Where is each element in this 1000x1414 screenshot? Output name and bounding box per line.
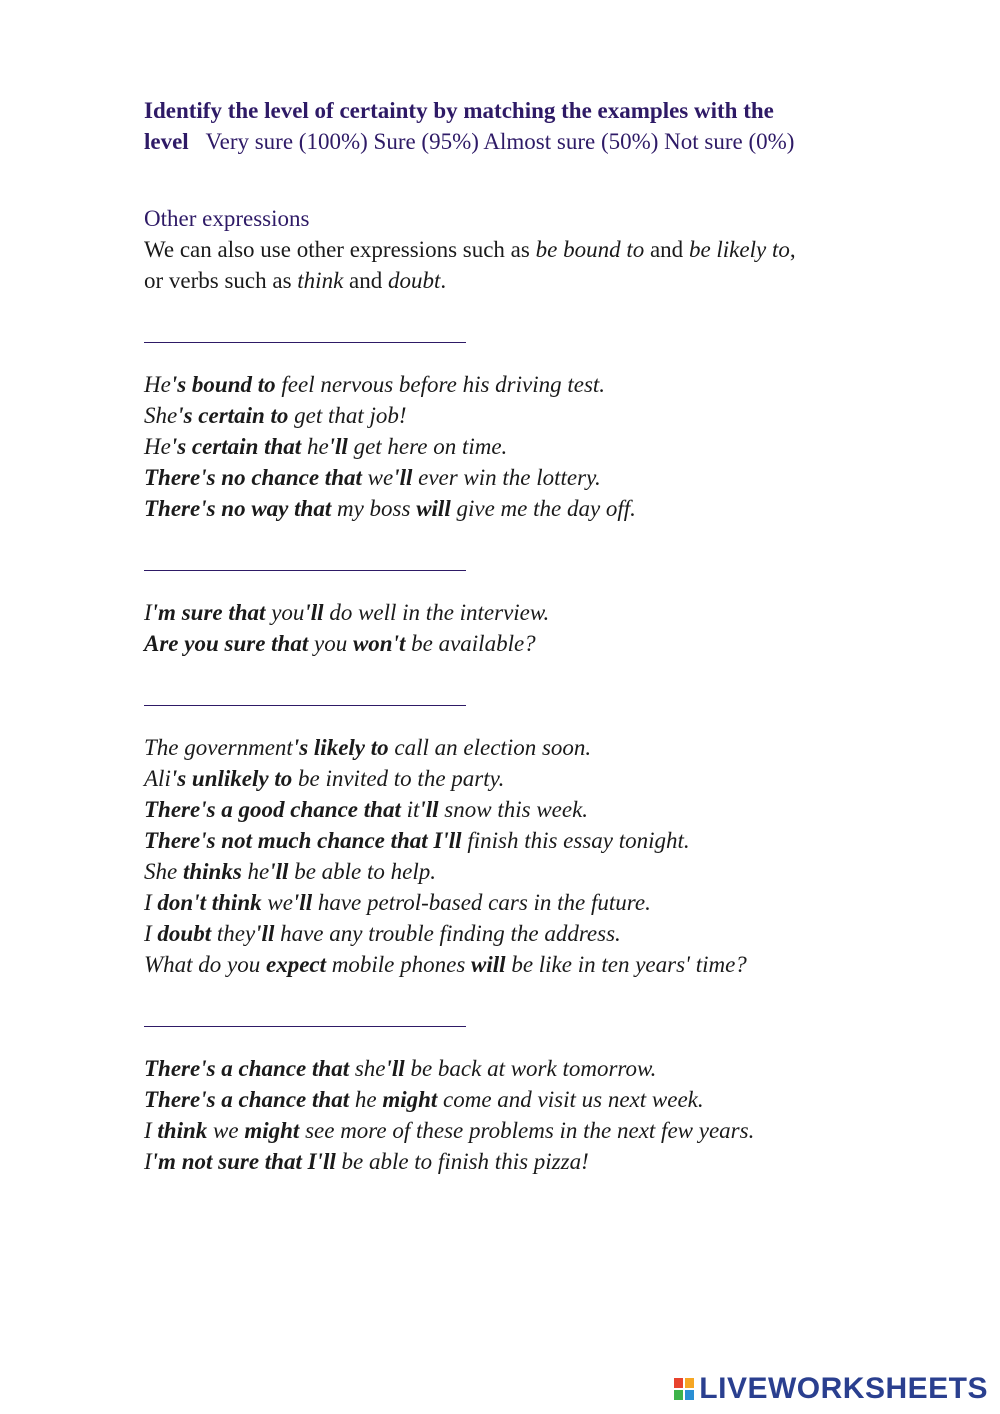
example-group-4: [144, 1053, 944, 1177]
key-expression: will: [471, 952, 506, 977]
key-expression: Are you sure that: [144, 631, 309, 656]
liveworksheets-logo-icon: [673, 1376, 695, 1402]
sentence-text: we: [207, 1118, 245, 1143]
sentence-text: she: [349, 1056, 386, 1081]
key-expression: 'll: [292, 890, 313, 915]
key-expression: 's unlikely to: [170, 766, 293, 791]
worksheet-page: [144, 95, 944, 1177]
sentence-text: he: [241, 859, 270, 884]
comma: ,: [789, 237, 796, 262]
key-expression: might: [382, 1087, 438, 1112]
sentence-text: come and visit us next week.: [437, 1087, 704, 1112]
sentence-text: be back at work tomorrow.: [404, 1056, 657, 1081]
key-expression: 's certain to: [177, 403, 289, 428]
key-expression: might: [244, 1118, 300, 1143]
example-sentence: [144, 763, 944, 794]
sentence-text: He: [144, 372, 171, 397]
example-group-2: [144, 597, 944, 659]
sentence-text: I: [144, 890, 158, 915]
sentence-text: be invited to the party.: [292, 766, 505, 791]
sentence-text: He: [144, 434, 171, 459]
sentence-text: do well in the interview.: [323, 600, 550, 625]
key-expression: 's bound to: [170, 372, 276, 397]
key-expression: think: [157, 1118, 208, 1143]
key-expression: There's a chance that: [144, 1056, 350, 1081]
period: .: [440, 268, 447, 293]
sentence-text: I: [144, 921, 158, 946]
answer-blank-4[interactable]: [144, 1004, 466, 1027]
term-think: think: [297, 268, 344, 293]
sentence-text: you: [265, 600, 305, 625]
key-expression: 's likely to: [292, 735, 389, 760]
key-expression: 'm not sure that I'll: [151, 1149, 336, 1174]
example-sentence: [144, 431, 944, 462]
sentence-text: snow this week.: [438, 797, 589, 822]
example-sentence: [144, 597, 944, 628]
intro-text-2: or verbs such as: [144, 268, 298, 293]
example-sentence: [144, 400, 944, 431]
example-sentence: [144, 493, 944, 524]
answer-blank-2[interactable]: [144, 548, 466, 571]
key-expression: There's no way that: [144, 496, 332, 521]
example-sentence: [144, 1146, 944, 1177]
key-expression: 'll: [269, 859, 289, 884]
sentence-text: you: [308, 631, 353, 656]
connector-text: and: [644, 237, 689, 262]
example-sentence: [144, 732, 944, 763]
key-expression: I'll: [433, 828, 462, 853]
answer-blank-1[interactable]: [144, 320, 466, 343]
key-expression: expect: [266, 952, 327, 977]
sentence-text: ever win the lottery.: [412, 465, 601, 490]
sentence-text: finish this essay tonight.: [461, 828, 690, 853]
key-expression: 'll: [385, 1056, 405, 1081]
other-expressions-heading: Other expressions: [144, 206, 310, 231]
key-expression: 'll: [255, 921, 275, 946]
key-expression: 'll: [304, 600, 324, 625]
example-sentence: [144, 369, 944, 400]
instructions: [144, 95, 944, 157]
key-expression: There's a chance that: [144, 1087, 350, 1112]
example-sentence: [144, 1053, 944, 1084]
example-sentence: [144, 1084, 944, 1115]
key-expression: 'll: [328, 434, 348, 459]
sentence-text: see more of these problems in the next few years.: [299, 1118, 755, 1143]
sentence-text: be available?: [405, 631, 536, 656]
sentence-text: we: [361, 465, 394, 490]
sentence-text: I: [144, 1149, 152, 1174]
key-expression: 'll: [419, 797, 439, 822]
sentence-text: get here on time.: [347, 434, 508, 459]
example-sentence: [144, 1115, 944, 1146]
key-expression: 's certain that: [170, 434, 302, 459]
sentence-text: have any trouble finding the address.: [274, 921, 621, 946]
example-sentence: [144, 887, 944, 918]
sentence-text: give me the day off.: [450, 496, 636, 521]
example-sentence: [144, 856, 944, 887]
certainty-levels: Very sure (100%) Sure (95%) Almost sure (50%) Not sure (0%): [205, 129, 795, 154]
sentence-text: my boss: [331, 496, 417, 521]
term-doubt: doubt: [388, 268, 441, 293]
sentence-text: it: [400, 797, 420, 822]
term-be-likely-to: be likely to: [688, 237, 790, 262]
example-sentence: [144, 794, 944, 825]
sentence-text: he: [301, 434, 329, 459]
example-sentence: [144, 462, 944, 493]
other-expressions-text: [144, 234, 944, 296]
sentence-text: call an election soon.: [388, 735, 592, 760]
key-expression: There's not much chance that: [144, 828, 428, 853]
instructions-title-end: level: [144, 129, 189, 154]
sentence-text: Ali: [144, 766, 171, 791]
answer-blank-3[interactable]: [144, 683, 466, 706]
sentence-text: he: [349, 1087, 383, 1112]
sentence-text: be like in ten years' time?: [505, 952, 747, 977]
sentence-text: feel nervous before his driving test.: [275, 372, 606, 397]
sentence-text: I: [144, 1118, 158, 1143]
key-expression: don't think: [157, 890, 262, 915]
example-sentence: [144, 918, 944, 949]
example-group-1: [144, 369, 944, 524]
example-sentence: [144, 628, 944, 659]
liveworksheets-logo: [673, 1372, 988, 1406]
sentence-text: have petrol-based cars in the future.: [312, 890, 651, 915]
key-expression: doubt: [157, 921, 212, 946]
example-sentence: [144, 825, 944, 856]
sentence-text: they: [211, 921, 256, 946]
sentence-text: The government: [144, 735, 293, 760]
sentence-text: She: [144, 403, 178, 428]
term-be-bound-to: be bound to: [535, 237, 645, 262]
example-group-3: [144, 732, 944, 980]
example-groups: [144, 320, 944, 1177]
connector-text-2: and: [343, 268, 389, 293]
key-expression: won't: [352, 631, 406, 656]
instructions-title: Identify the level of certainty by matching the examples with the: [144, 98, 774, 123]
sentence-text: What do you: [144, 952, 267, 977]
sentence-text: mobile phones: [326, 952, 472, 977]
key-expression: There's a good chance that: [144, 797, 401, 822]
sentence-text: I: [144, 600, 152, 625]
intro-text: We can also use other expressions such as: [144, 237, 536, 262]
sentence-text: get that job!: [288, 403, 407, 428]
key-expression: There's no chance that: [144, 465, 362, 490]
sentence-text: She: [144, 859, 183, 884]
key-expression: 'll: [393, 465, 413, 490]
key-expression: will: [416, 496, 451, 521]
sentence-text: we: [261, 890, 293, 915]
sentence-text: be able to finish this pizza!: [335, 1149, 589, 1174]
sentence-text: be able to help.: [288, 859, 436, 884]
logo-text: LIVEWORKSHEETS: [699, 1372, 988, 1405]
key-expression: thinks: [182, 859, 242, 884]
example-sentence: [144, 949, 944, 980]
key-expression: 'm sure that: [151, 600, 266, 625]
